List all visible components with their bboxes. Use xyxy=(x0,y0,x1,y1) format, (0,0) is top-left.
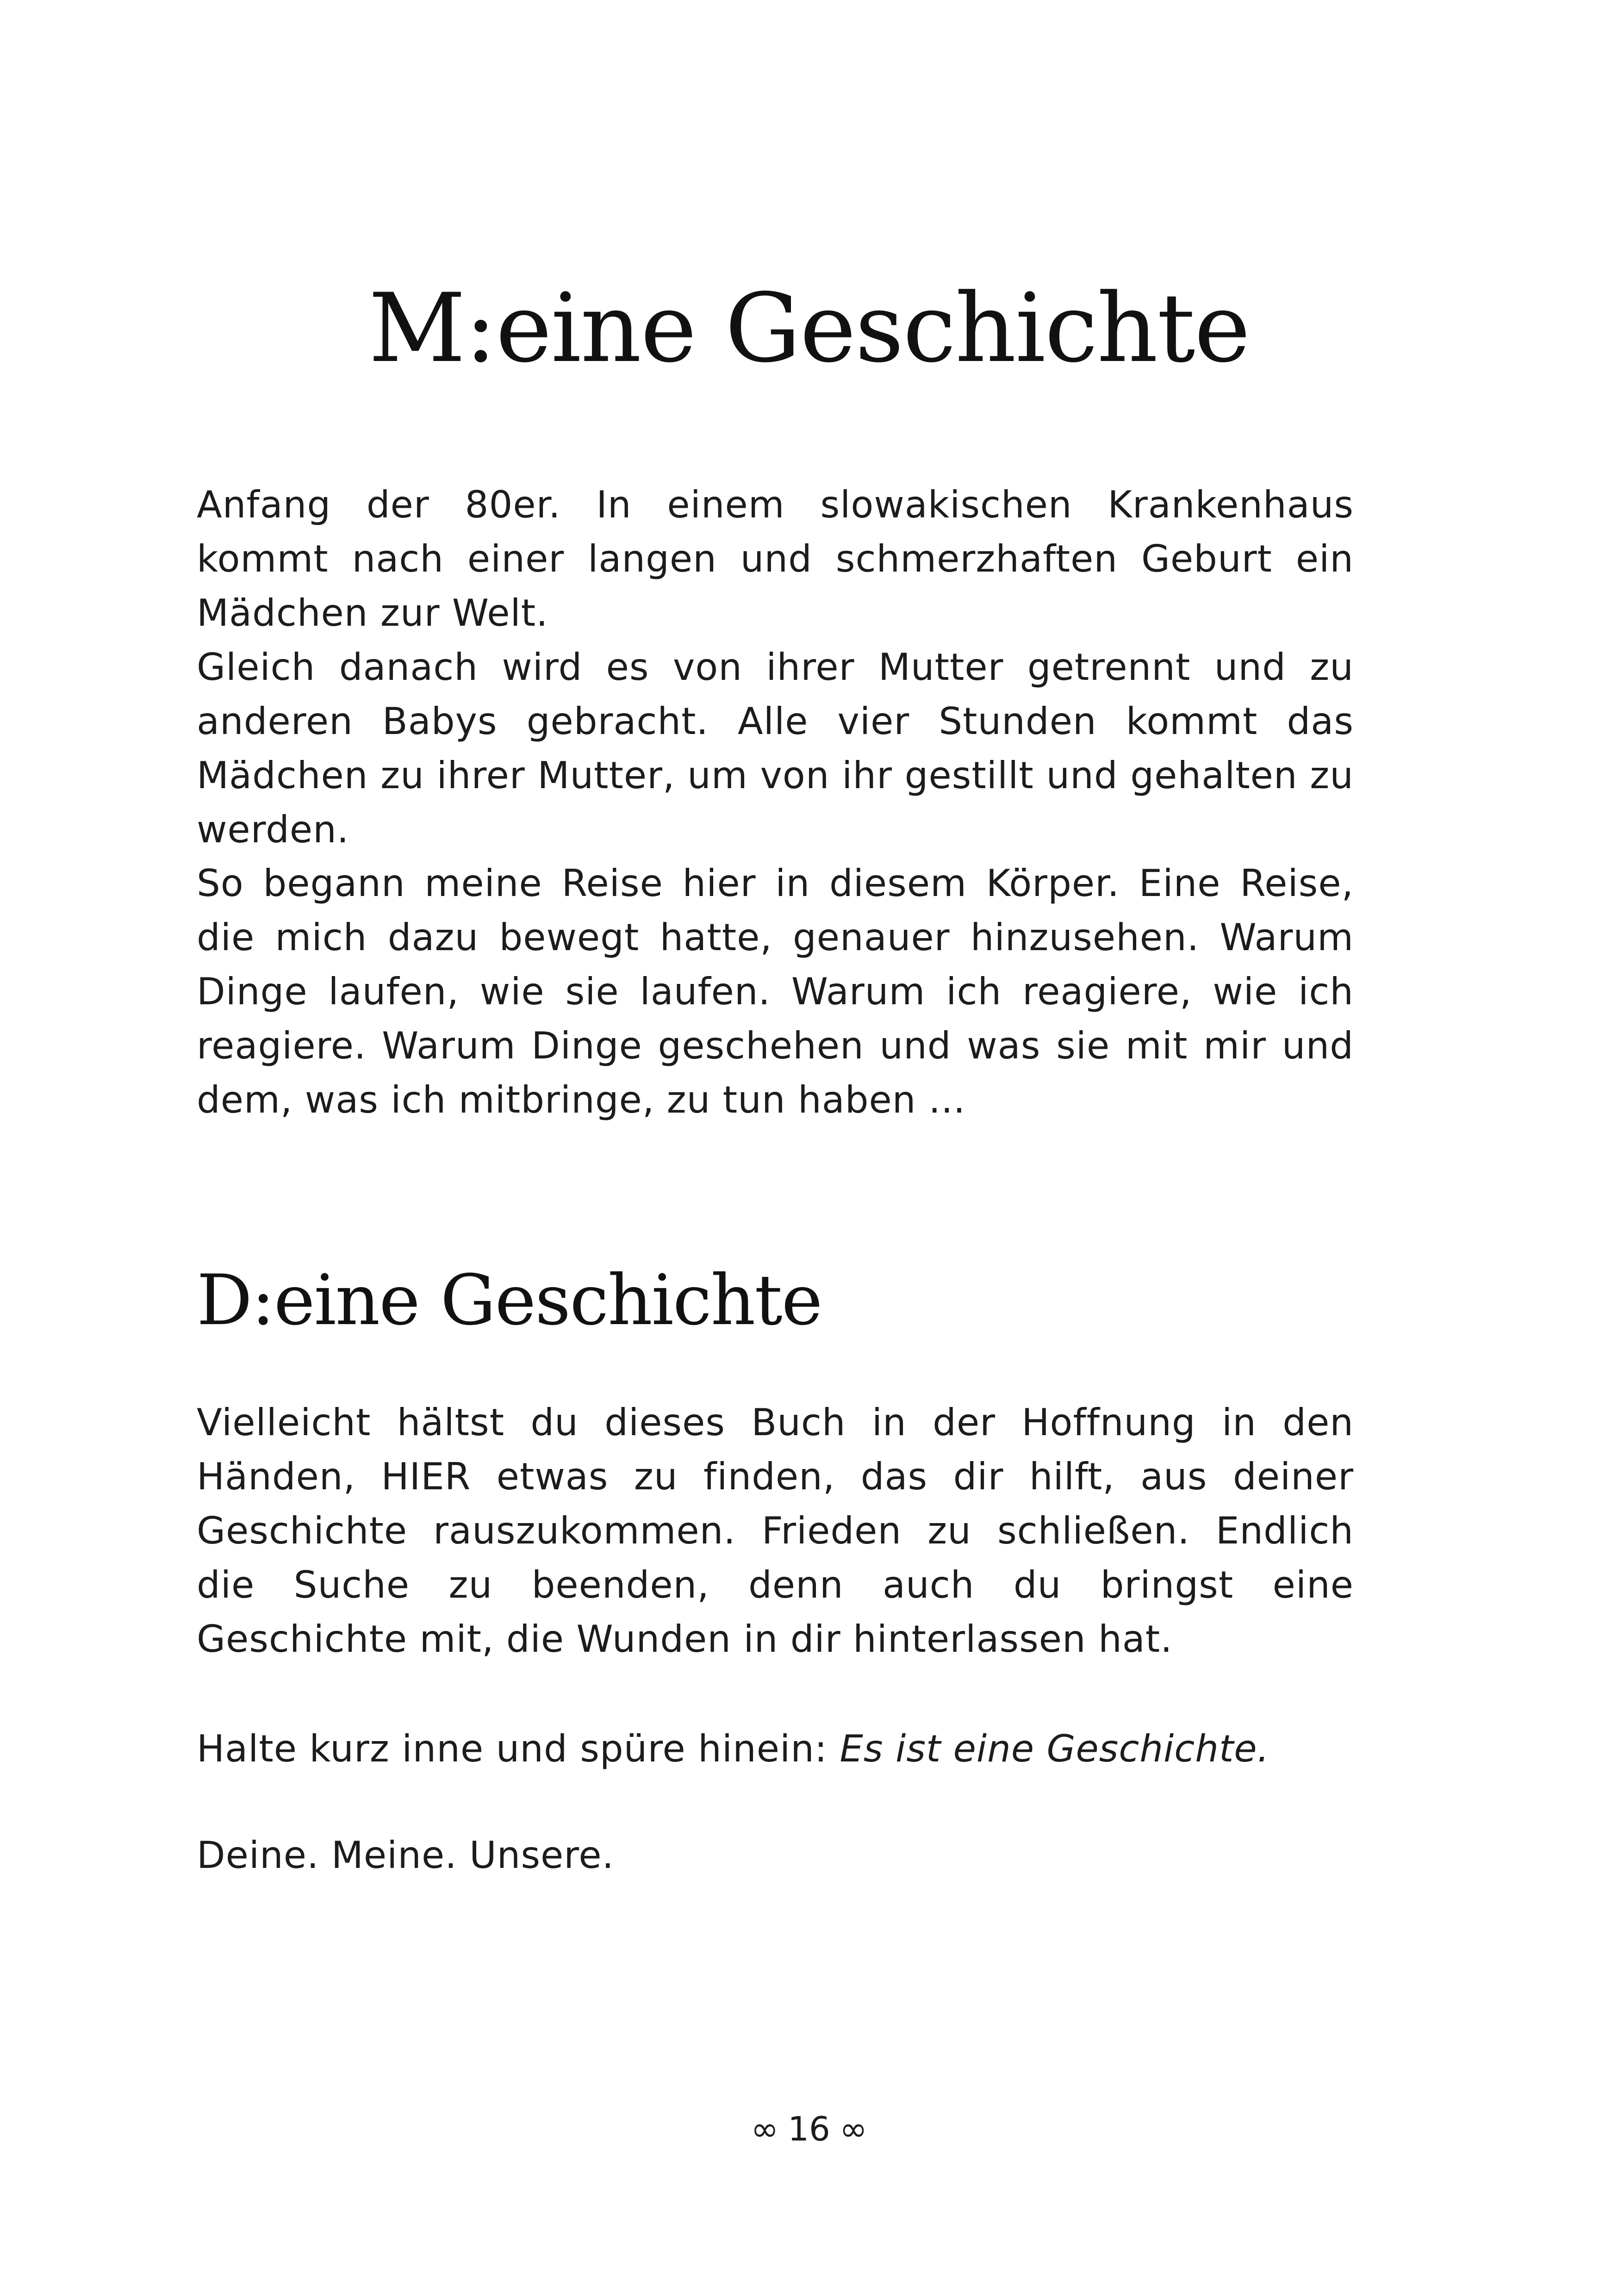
page-footer xyxy=(0,2106,1618,2152)
infinity-ornament-left-icon: ∞ xyxy=(751,2109,779,2148)
paragraph-journey: So begann meine Reise hier in diesem Körper. Eine Reise, die mich dazu bewegt hatte, genauer hinzusehen. Warum Dinge laufen, wie sie laufen. Warum ich reagiere, wie ich reagiere. Warum Dinge geschehen und was sie mit mir und dem, was ich mitbringe, zu tun haben … xyxy=(197,862,1354,1121)
paragraph-birth-story xyxy=(197,478,1354,857)
chapter-heading-meine-geschichte: M:eine Geschichte xyxy=(368,274,1250,384)
paragraph-pause xyxy=(197,1722,1354,1776)
paragraph-pause-emphasis: Es ist eine Geschichte. xyxy=(840,1727,1270,1770)
paragraph-birth-line-1: Anfang der 80er. In einem slowakischen Krankenhaus kommt nach einer langen und schmerzhaften Geburt ein Mädchen zur Welt. xyxy=(197,483,1354,635)
paragraph-reader-address: Vielleicht hältst du dieses Buch in der Hoffnung in den Händen, HIER etwas zu finden, das dir hilft, aus deiner Geschichte rauszukommen. Frieden zu schließen. Endlich die Suche zu beenden, denn auch du bringst eine Geschichte mit, die Wunden in dir hinterlassen hat. xyxy=(197,1401,1354,1661)
infinity-ornament-right-icon: ∞ xyxy=(839,2109,867,2148)
chapter-heading-deine-geschichte: D:eine Geschichte xyxy=(197,1260,822,1341)
page-number: 16 xyxy=(788,2109,830,2148)
paragraph-closing: Deine. Meine. Unsere. xyxy=(197,1834,615,1877)
paragraph-pause-lead: Halte kurz inne und spüre hinein: xyxy=(197,1727,840,1770)
paragraph-birth-line-2: Gleich danach wird es von ihrer Mutter getrennt und zu anderen Babys gebracht. Alle vier Stunden kommt das Mädchen zu ihrer Mutter, um von ihr gestillt und gehalten zu werden. xyxy=(197,646,1354,851)
